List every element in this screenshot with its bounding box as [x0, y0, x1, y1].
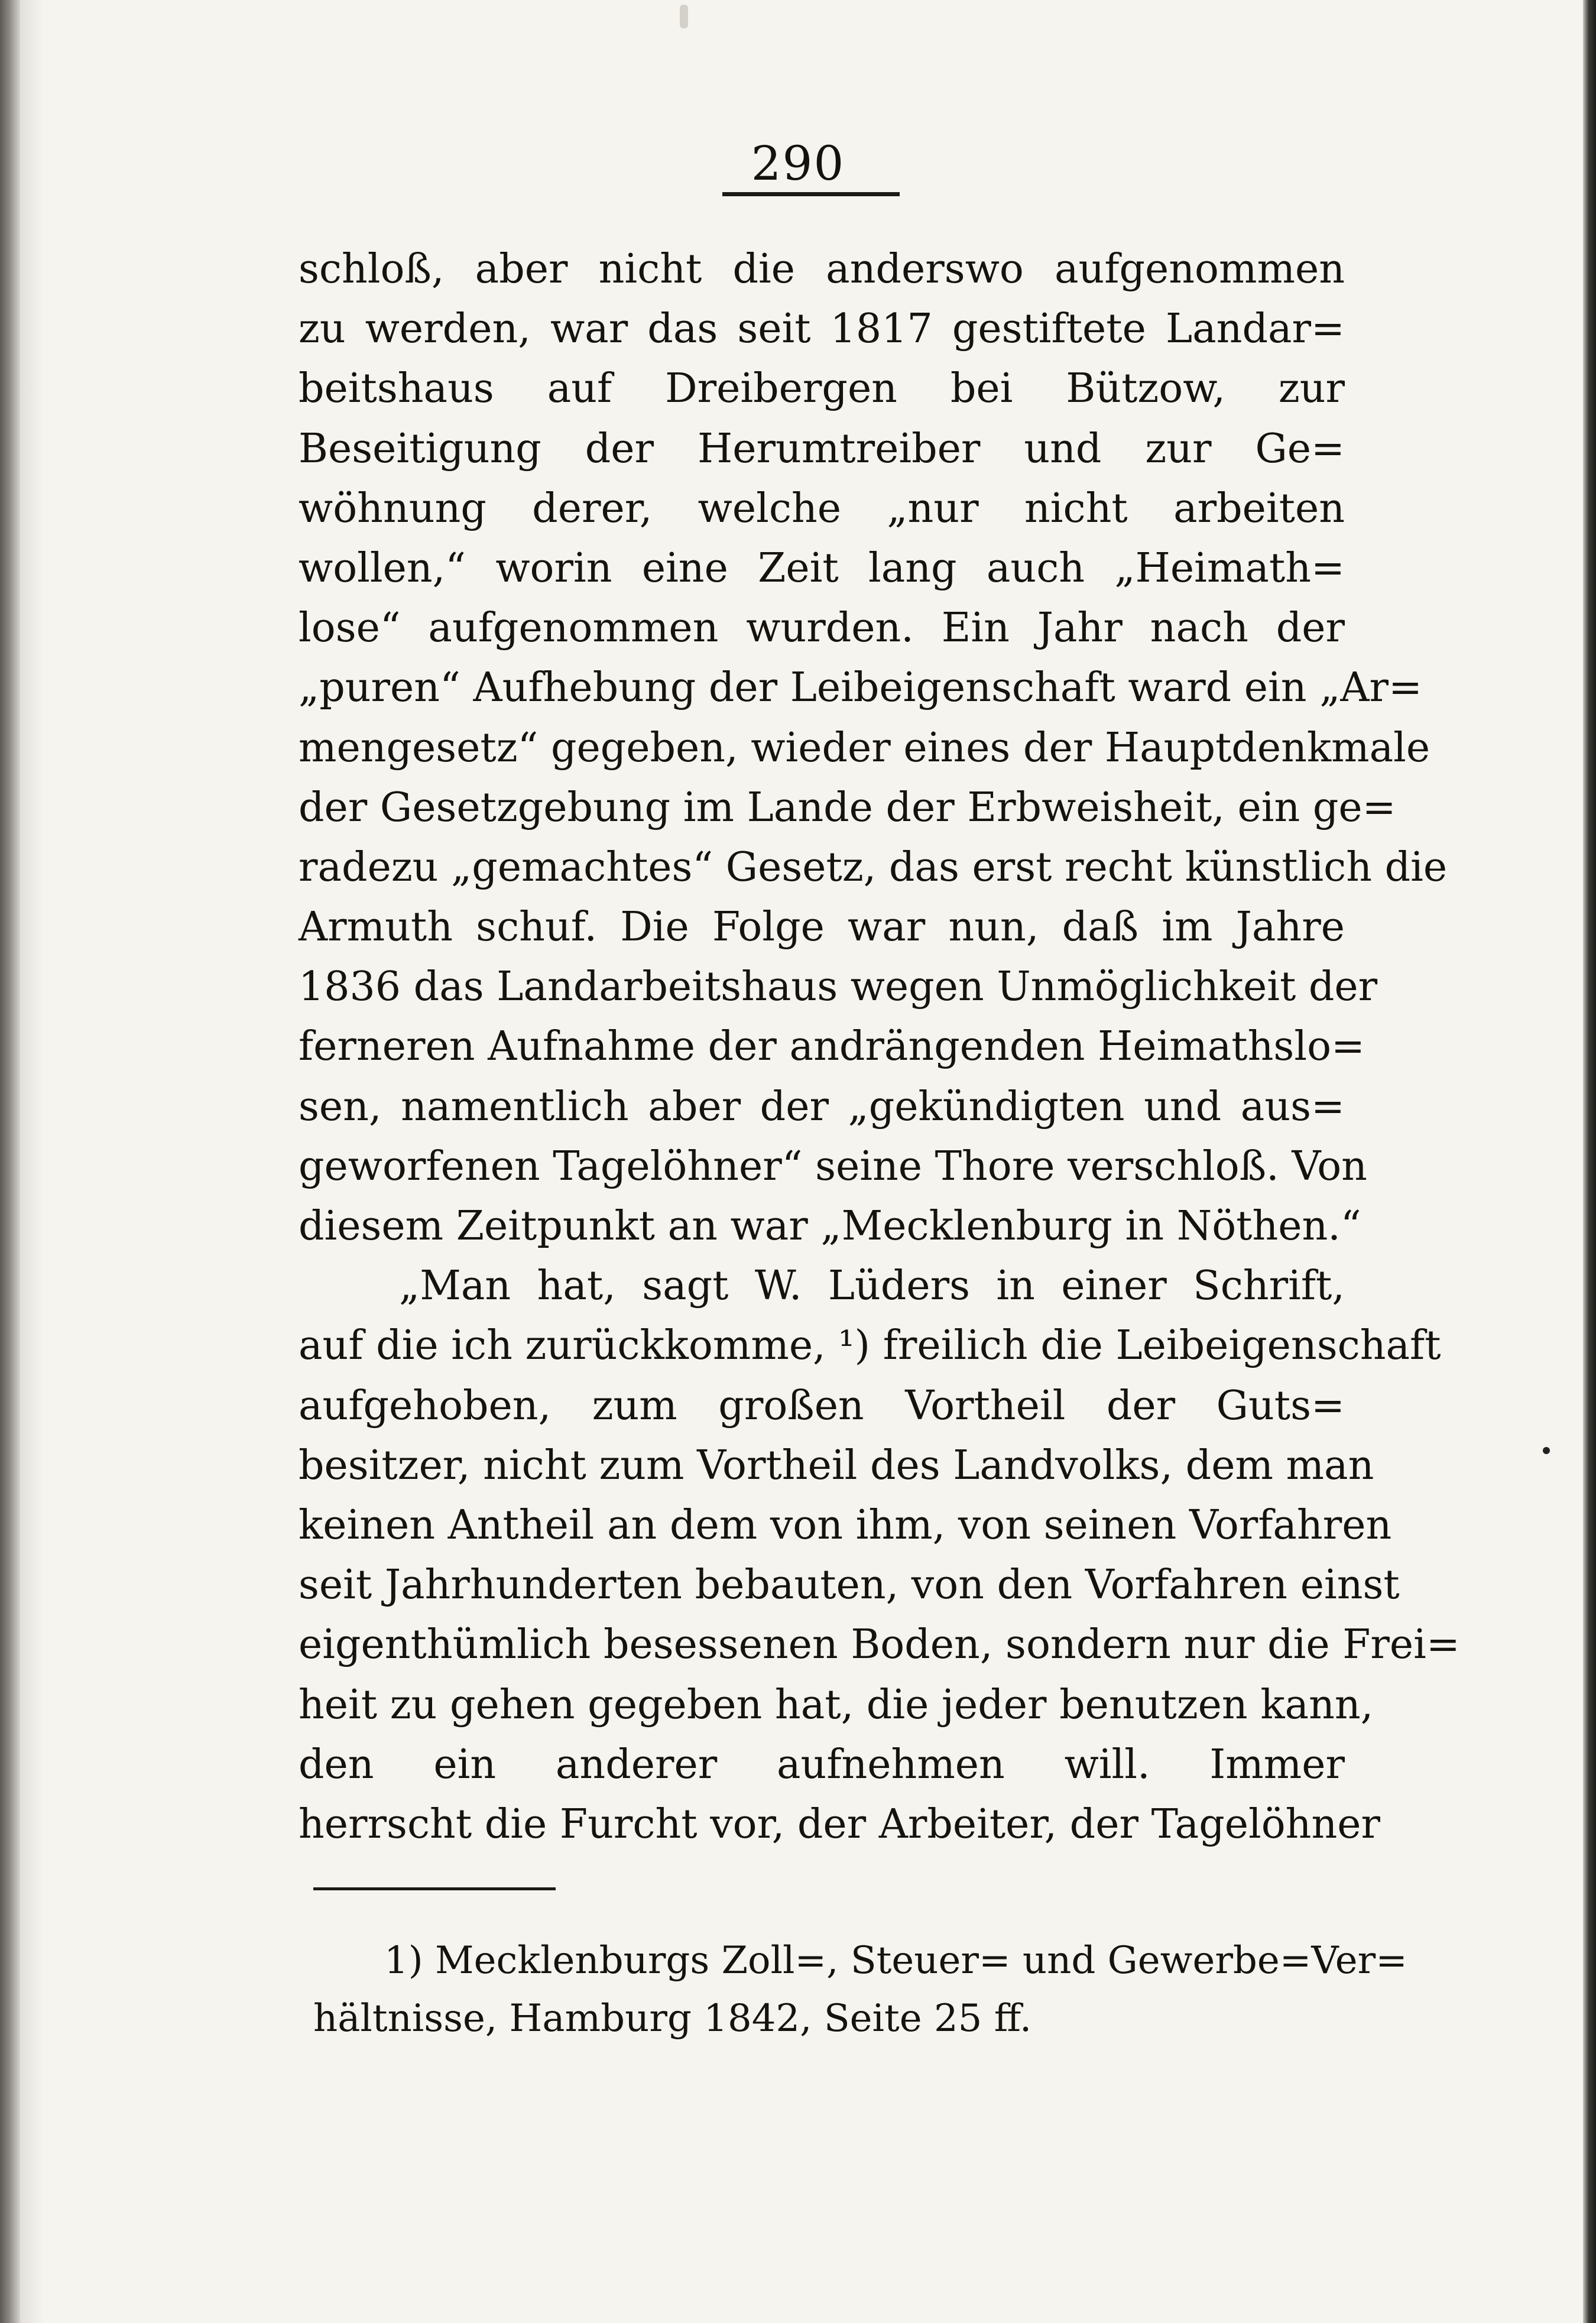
text-line: beitshaus auf Dreibergen bei Bützow, zur	[299, 365, 1345, 413]
text-line: „Man hat, sagt W. Lüders in einer Schrift,	[399, 1263, 1345, 1310]
body-text	[299, 239, 1460, 1854]
text-line: lose“ aufgenommen wurden. Ein Jahr nach der	[299, 605, 1345, 652]
text-line: Armuth schuf. Die Folge war nun, daß im Jahre	[299, 904, 1345, 951]
text-line: den ein anderer aufnehmen will. Immer	[299, 1741, 1345, 1788]
text-line: radezu „gemachtes“ Gesetz, das erst recht künstlich die	[299, 843, 1448, 891]
text-line: keinen Antheil an dem von ihm, von seinen Vorfahren	[299, 1501, 1392, 1549]
text-line: 1836 das Landarbeitshaus wegen Unmöglichkeit der	[299, 963, 1378, 1011]
text-line: wollen,“ worin eine Zeit lang auch „Heimath=	[299, 544, 1345, 592]
page-number: 290	[751, 136, 845, 191]
page-edge-right	[1583, 0, 1596, 2323]
text-line: der Gesetzgebung im Lande der Erbweisheit, ein ge=	[299, 784, 1396, 831]
text-line: ferneren Aufnahme der andrängenden Heimathslo=	[299, 1023, 1365, 1070]
footnote	[313, 1932, 1407, 2048]
page-edge-left	[0, 0, 20, 2323]
text-line: aufgehoben, zum großen Vortheil der Guts=	[299, 1382, 1345, 1429]
text-line: sen, namentlich aber der „gekündigten und aus=	[299, 1083, 1345, 1130]
text-line: eigenthümlich besessenen Boden, sondern nur die Frei=	[299, 1621, 1460, 1669]
text-line: „puren“ Aufhebung der Leibeigenschaft ward ein „Ar=	[299, 664, 1423, 712]
header-rule	[722, 192, 900, 196]
footnote-rule	[313, 1887, 556, 1890]
text-line: besitzer, nicht zum Vortheil des Landvolks, dem man	[299, 1442, 1374, 1489]
footnote-line: 1) Mecklenburgs Zoll=, Steuer= und Gewerbe=Ver=	[384, 1939, 1407, 1983]
text-line: Beseitigung der Herumtreiber und zur Ge=	[299, 425, 1345, 472]
text-line: seit Jahrhunderten bebauten, von den Vorfahren einst	[299, 1562, 1400, 1609]
text-line: auf die ich zurückkomme, ¹) freilich die Leibeigenschaft	[299, 1322, 1441, 1370]
text-line: schloß, aber nicht die anderswo aufgenommen	[299, 246, 1345, 293]
footnote-line: hältnisse, Hamburg 1842, Seite 25 ff.	[313, 1997, 1032, 2040]
text-line: mengesetz“ gegeben, wieder eines der Hauptdenkmale	[299, 724, 1430, 771]
text-line: diesem Zeitpunkt an war „Mecklenburg in Nöthen.“	[299, 1203, 1361, 1250]
text-line: geworfenen Tagelöhner“ seine Thore verschloß. Von	[299, 1143, 1367, 1190]
gutter-shadow	[20, 0, 44, 2323]
text-line: herrscht die Furcht vor, der Arbeiter, der Tagelöhner	[299, 1800, 1380, 1848]
text-line: wöhnung derer, welche „nur nicht arbeiten	[299, 485, 1345, 532]
text-line: heit zu gehen gegeben hat, die jeder benutzen kann,	[299, 1681, 1374, 1728]
text-line: zu werden, war das seit 1817 gestiftete Landar=	[299, 306, 1345, 353]
paper-mark	[680, 5, 688, 28]
stray-dot	[1543, 1447, 1550, 1454]
